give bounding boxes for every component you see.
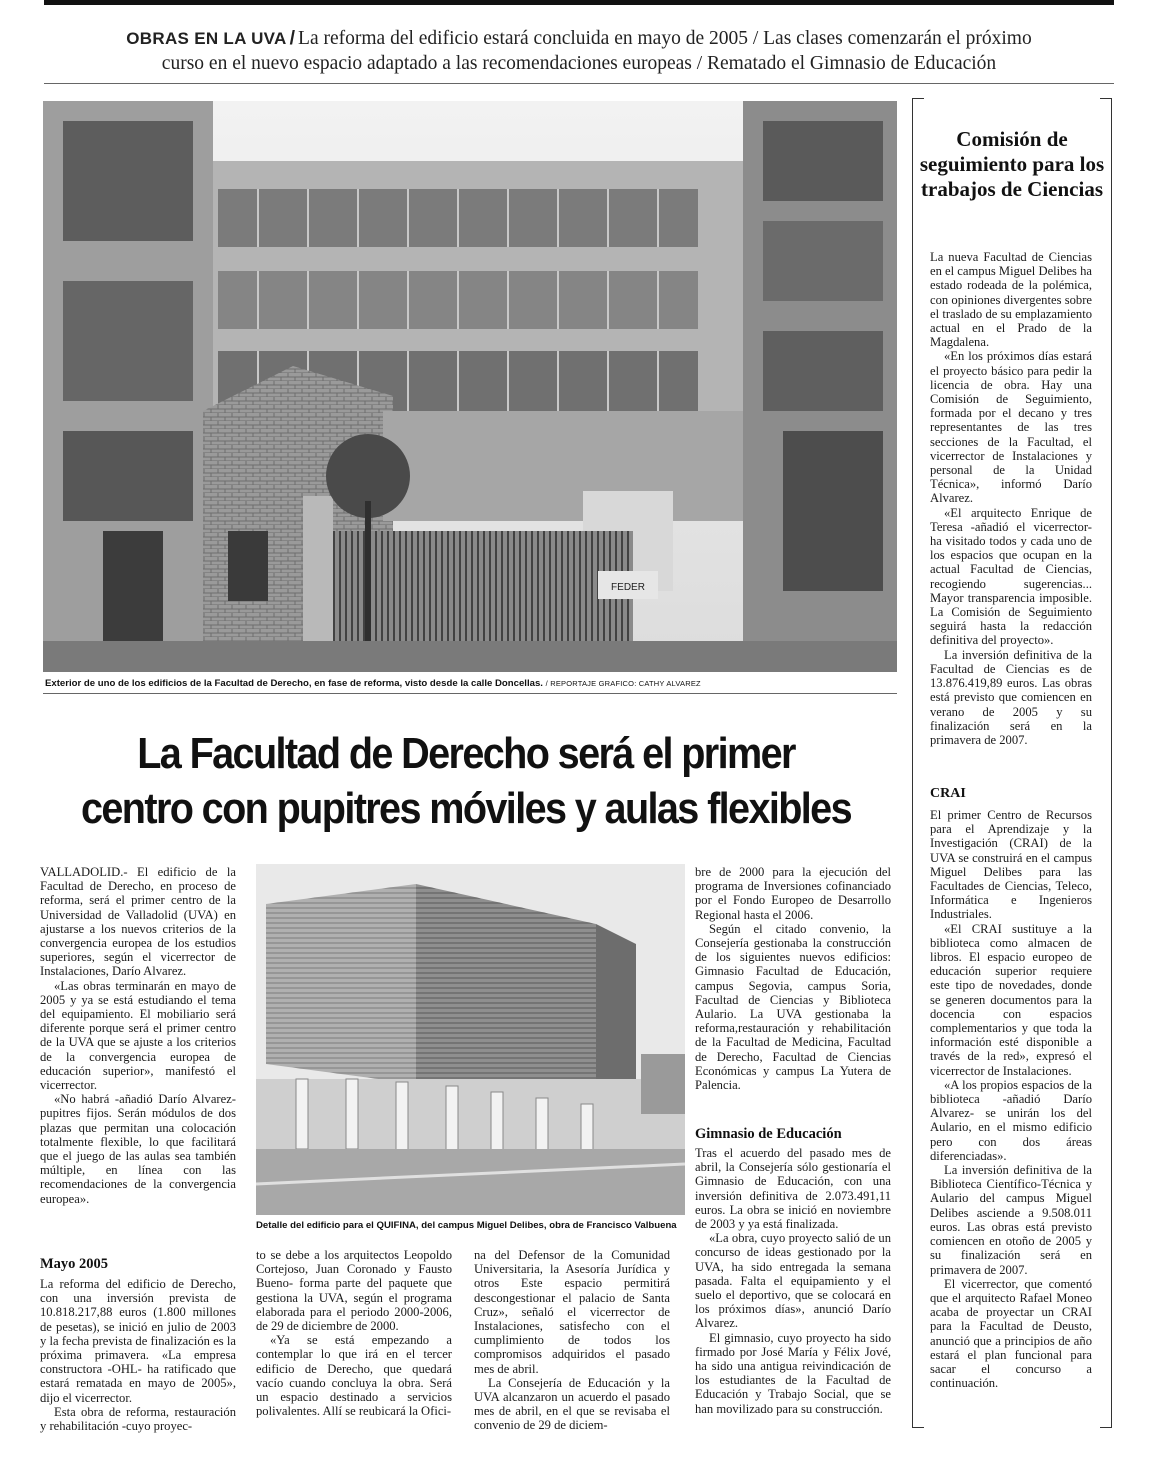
- paragraph: VALLADOLID.- El edificio de la Facultad de Derecho, en proceso de reforma, será el primer centro de la Universidad de Valladolid (UVA) en ajustarse a los nuevos criterios de la convergencia europea de los estudios superiores, según el vicerrector de Instalaciones, Darío Alvarez.: [40, 865, 236, 979]
- mayo-heading: Mayo 2005: [40, 1256, 109, 1272]
- column-4-lower: [695, 1146, 891, 1416]
- caption-rule: [43, 693, 897, 694]
- column-1-lower: [40, 1277, 236, 1433]
- paragraph: La Consejería de Educación y la UVA alcanzaron un acuerdo el pasado mes de abril, en el que se revisaba el convenio de 29 de diciem-: [474, 1375, 670, 1433]
- gimnasio-heading: Gimnasio de Educación: [695, 1126, 842, 1142]
- paragraph: La inversión definitiva de la Biblioteca Científico-Técnica y Aulario del campus Miguel Delibes asciende a 9.508.011 euros. Las obras está previsto comiencen en otoño de 2005 y su finalización será en primavera de 2007.: [930, 1163, 1092, 1277]
- paragraph: Según el citado convenio, la Consejería gestionaba la construcción de los siguientes nuevos edificios: Gimnasio Facultad de Educación, campus Segovia, campus Soria, Facultad de Ciencias y Biblioteca Aulario. La UVA gestionaba la reforma,restauración y rehabilitación de la Facultad de Medicina, Facultad de Derecho, Facultad de Ciencias Económicas y campus La Yutera de Palencia.: [695, 921, 891, 1093]
- quifina-building-photo: [256, 864, 685, 1215]
- kicker-section: OBRAS EN LA UVA: [126, 29, 287, 48]
- sidebar-column-lower: [930, 808, 1092, 1390]
- photo1-caption-line: [45, 678, 701, 690]
- top-rule: [44, 0, 1114, 5]
- paragraph: La reforma del edificio de Derecho, con una inversión prevista de 10.818.217,88 euros (1.800 millones de pesetas), se inició en julio de 2003 y la fecha prevista de finalización es la próxima primavera. «La empresa constructora -OHL- ha ratificado que estará rematada en mayo de 2005», dijo el vicerrector.: [40, 1277, 236, 1405]
- kicker: [44, 26, 1114, 76]
- paragraph: El vicerrector, que comentó que el arquitecto Rafael Moneo acaba de proyectar un CRAI para la Facultad de Deusto, anunció que a principios de año estará el plan funcional para sacar el concurso a continuación.: [930, 1276, 1092, 1391]
- paragraph: na del Defensor de la Comunidad Universitaria, la Asesoría Jurídica y otros Este espacio permitirá descongestionar el palacio de Santa Cruz», señaló el vicerrector de Instalaciones, satisfecho con el cumplimiento de todos los compromisos adquiridos el pasado mes de abril.: [474, 1248, 670, 1376]
- paragraph: bre de 2000 para la ejecución del programa de Inversiones cofinanciado por el Fondo Europeo de Desarrollo Regional hasta el 2006.: [695, 865, 891, 922]
- column-1-upper: [40, 865, 236, 1206]
- kicker-line1: La reforma del edificio estará concluida en mayo de 2005 / Las clases comenzarán el próximo: [298, 28, 1032, 49]
- paragraph: «No habrá -añadió Darío Alvarez- pupitres fijos. Serán módulos de dos plazas que permitan una colocación totalmente flexible, lo que facilitará que el juego de las aulas sea también múltiple, en línea con las recomendaciones de la convergencia europea».: [40, 1092, 236, 1206]
- headline-line1: La Facultad de Derecho será el primer: [137, 729, 795, 778]
- kicker-line2: curso en el nuevo espacio adaptado a las recomendaciones europeas / Rematado el Gimnasio de Educación: [161, 53, 997, 74]
- photo1-credit: / REPORTAJE GRAFICO: CATHY ALVAREZ: [545, 679, 701, 688]
- photo2-caption: Detalle del edificio para el QUIFINA, del campus Miguel Delibes, obra de Francisco Valbuena: [256, 1220, 677, 1231]
- column-3: [474, 1248, 670, 1433]
- headline: [79, 726, 853, 836]
- paragraph: «Ya se está empezando a contemplar lo que irá en el tercer edificio de Derecho, que quedará vacío cuando concluya la obra. Será un espacio destinado a servicios polivalentes. Allí se reubicará la Ofici-: [256, 1333, 452, 1419]
- photo1-caption: Exterior de uno de los edificios de la Facultad de Derecho, en fase de reforma, visto desde la calle Doncellas.: [45, 678, 543, 689]
- paragraph: «En los próximos días estará el proyecto básico para pedir la licencia de obra. Hay una Comisión de Seguimiento, formada por el decano y tres representantes de las tres secciones de la Facultad, el vicerrector de Instalaciones y personal de la Unidad Técnica», informó Darío Alvarez.: [930, 349, 1092, 506]
- sidebar-title: Comisión de seguimiento para los trabajos de Ciencias: [919, 127, 1105, 201]
- column-2: [256, 1248, 452, 1418]
- paragraph: to se debe a los arquitectos Leopoldo Cortejoso, Juan Coronado y Fausto Bueno- forma parte del paquete que gestiona la UVA, según el programa elaborada para el periodo 2000-2006, de 29 de diciembre de 2000.: [256, 1248, 452, 1334]
- feder-sign: FEDER: [611, 582, 645, 593]
- paragraph: «El CRAI sustituye a la biblioteca como almacen de libros. El espacio europeo de educación superior requiere este tipo de novedades, donde se generen documentos para la docencia con espacios complementarios y que toda la información esté disponible a través de la red», expresó el vicerrector de Instalaciones.: [930, 921, 1092, 1078]
- column-4-upper: [695, 865, 891, 1092]
- facultad-derecho-photo: [43, 101, 897, 672]
- paragraph: Esta obra de reforma, restauración y rehabilitación -cuyo proyec-: [40, 1404, 236, 1434]
- paragraph: «La obra, cuyo proyecto salió de un concurso de ideas gestionado por la UVA, ha sido entregada la semana pasada. Falta el equipamiento y el suelo el deportivo, que se colocará en los próximos días», anunció Darío Alvarez.: [695, 1231, 891, 1331]
- kicker-rule: [44, 83, 1114, 84]
- paragraph: El gimnasio, cuyo proyecto ha sido firmado por José María y Félix Jové, ha sido una antigua reivindicación de los estudiantes de la Facultad de Educación y Trabajo Social, que se han movilizado para su construcción.: [695, 1330, 891, 1416]
- paragraph: «El arquitecto Enrique de Teresa -añadió el vicerrector- ha visitado todos y cada uno de los espacios que ocupan en la actual Facultad de Ciencias, recogiendo sugerencias... Mayor transparencia imposible. La Comisión de Seguimiento seguirá hasta la redacción definitiva del proyecto».: [930, 505, 1092, 648]
- paragraph: La inversión definitiva de la Facultad de Ciencias es de 13.876.419,89 euros. Las obras está previsto que comiencen en verano de 2005 y su finalización será en la primavera de 2007.: [930, 647, 1092, 747]
- kicker-slash: /: [289, 27, 296, 49]
- paragraph: La nueva Facultad de Ciencias en el campus Miguel Delibes ha estado rodeada de la polémica, con opiniones divergentes sobre el traslado de su emplazamiento actual en el Prado de la Magdalena.: [930, 250, 1092, 350]
- paragraph: El primer Centro de Recursos para el Aprendizaje y la Investigación (CRAI) de la UVA se construirá en el campus Miguel Delibes para las Facultades de Ciencias, Teleco, Informática e Ingenieros Industriales.: [930, 808, 1092, 922]
- sidebar-column-upper: [930, 250, 1092, 747]
- paragraph: «Las obras terminarán en mayo de 2005 y ya se está estudiando el tema del equipamiento. El mobiliario será diferente porque será el primer centro de la UVA que se ajuste a los criterios de la convergencia europea de educación superior», manifestó el vicerrector.: [40, 978, 236, 1093]
- crai-heading: CRAI: [930, 786, 966, 801]
- paragraph: Tras el acuerdo del pasado mes de abril, la Consejería sólo gestionaría el Gimnasio de Educación, con una inversión definitiva de 2.073.491,11 euros. La obra se inició en noviembre de 2003 y ya está finalizada.: [695, 1146, 891, 1232]
- paragraph: «A los propios espacios de la biblioteca -añadió Darío Alvarez- se unirán los del Aulario, en el mismo edificio pero con dos áreas diferenciadas».: [930, 1077, 1092, 1163]
- headline-line2: centro con pupitres móviles y aulas flexibles: [80, 784, 852, 833]
